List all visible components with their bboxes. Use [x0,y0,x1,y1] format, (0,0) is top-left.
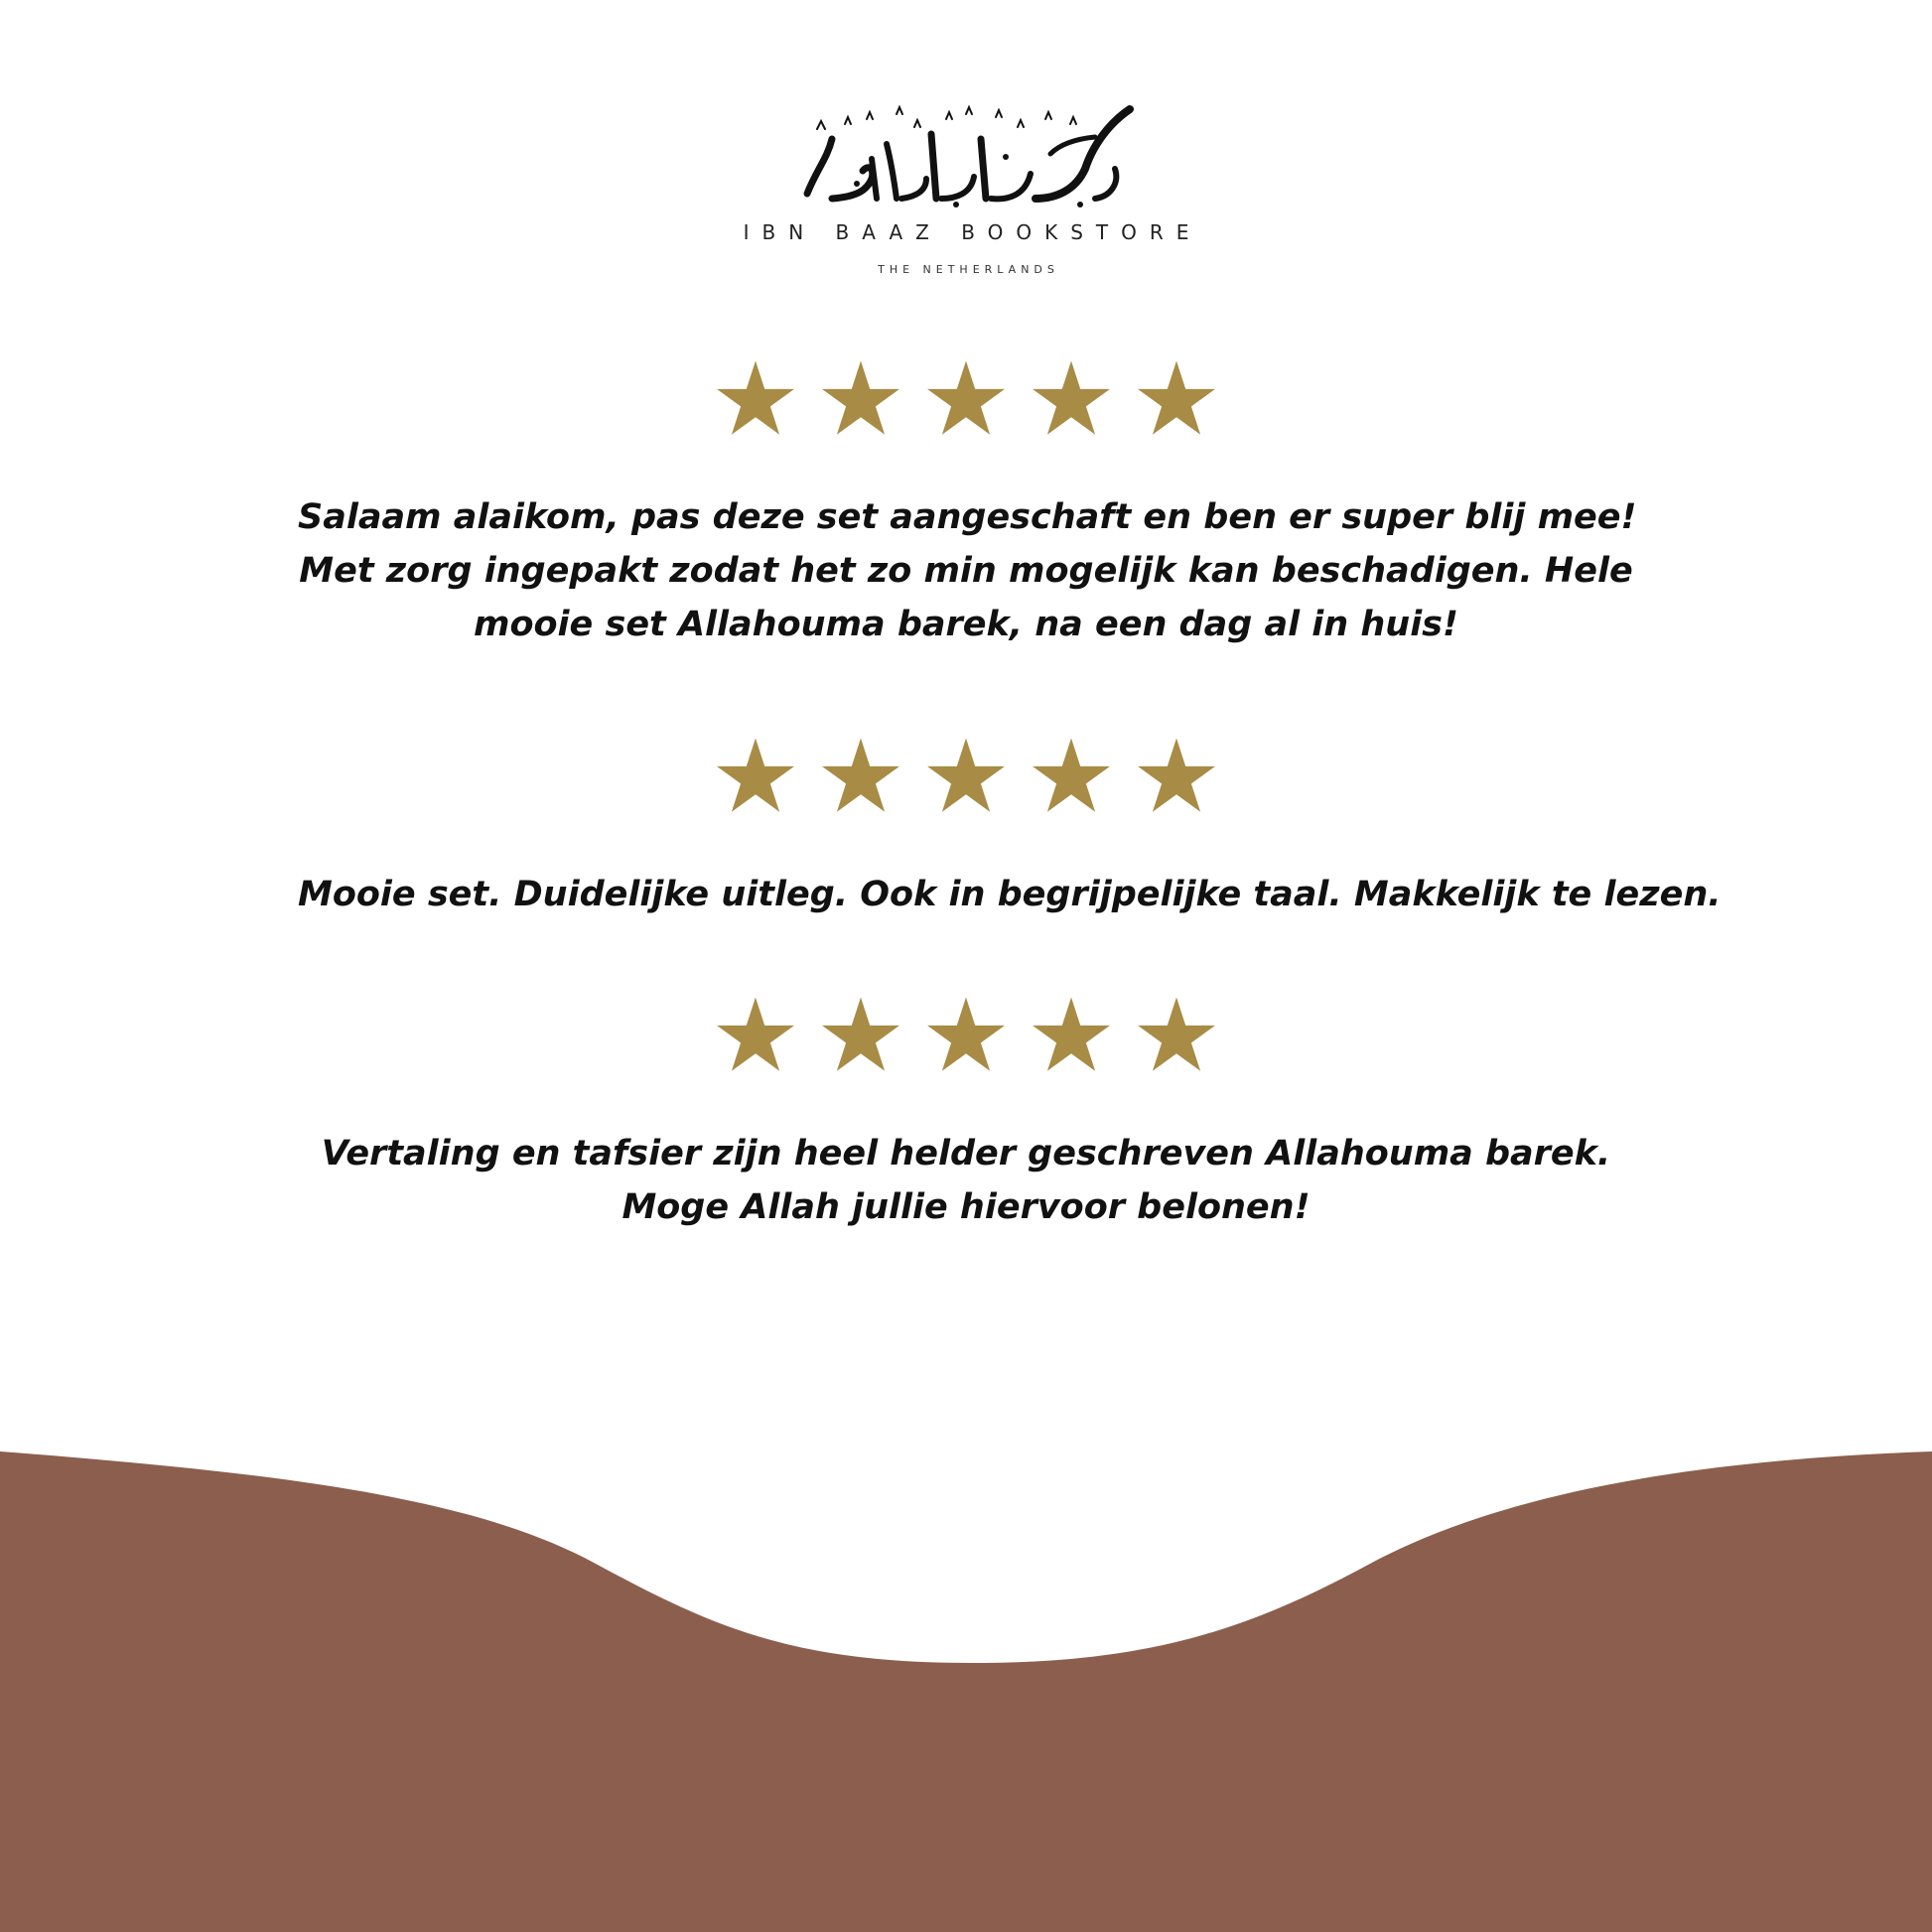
star-icon [822,997,899,1072]
star-icon [1033,360,1110,436]
star-icon [1138,738,1215,813]
star-icon [717,738,794,813]
star-rating [0,738,1932,813]
star-icon [927,997,1005,1072]
bottom-wave-decoration [0,1390,1932,1932]
star-icon [1138,997,1215,1072]
star-icon [717,997,794,1072]
brand-name: IBN BAAZ BOOKSTORE [743,220,1202,244]
star-icon [1033,997,1110,1072]
brand-country: THE NETHERLANDS [878,263,1059,276]
star-rating [0,997,1932,1072]
star-rating [0,360,1932,436]
brand-logo [0,99,1932,208]
star-icon [1138,360,1215,436]
star-icon [927,738,1005,813]
star-icon [717,360,794,436]
review-text [298,1127,1634,1234]
star-icon [822,360,899,436]
review-line: Mooie set. Duidelijke uitleg. Ook in begrijpelijke taal. Makkelijk te lezen. [298,875,1722,914]
review-text [298,868,1722,921]
star-icon [927,360,1005,436]
star-icon [822,738,899,813]
review-line: Met zorg ingepakt zodat het zo min mogelijk kan beschadigen. Hele [299,551,1633,591]
review-line: Vertaling en tafsier zijn heel helder geschreven Allahouma barek. [321,1134,1611,1173]
arabic-calligraphy-logo [797,99,1135,208]
review-line: mooie set Allahouma barek, na een dag al in huis! [474,605,1458,644]
review-line: Salaam alaikom, pas deze set aangeschaft en ben er super blij mee! [298,497,1637,537]
review-line: Moge Allah jullie hiervoor belonen! [621,1187,1311,1227]
review-text [298,490,1637,651]
star-icon [1033,738,1110,813]
